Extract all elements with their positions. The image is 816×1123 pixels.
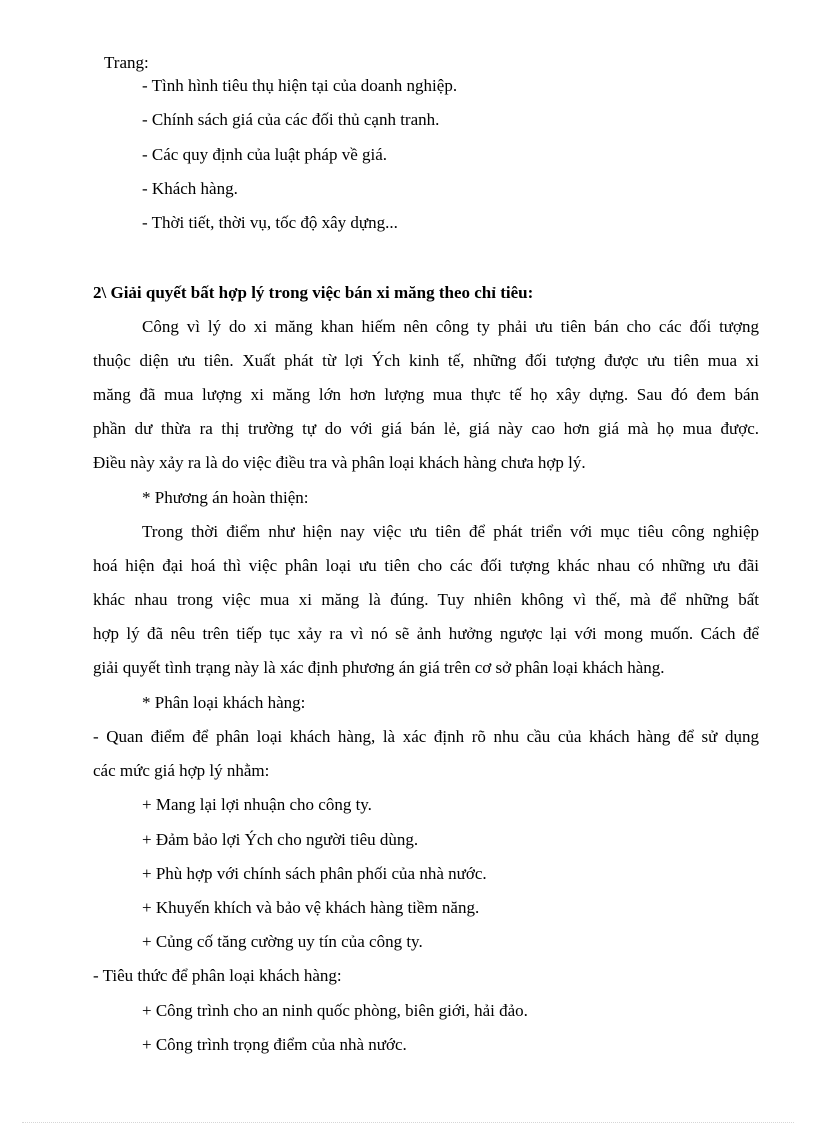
list-item: + Công trình trọng điểm của nhà nước. (142, 1035, 407, 1054)
paragraph-line: - Quan điểm để phân loại khách hàng, là xác định rõ nhu cầu của khách hàng để sử dụng (93, 727, 759, 746)
paragraph-line: măng đã mua lượng xi măng lớn hơn lượng mua thực tế họ xây dựng. Sau đó đem bán (93, 385, 759, 404)
list-item: + Mang lại lợi nhuận cho công ty. (142, 795, 372, 814)
list-item: - Chính sách giá của các đối thủ cạnh tranh. (142, 110, 440, 129)
list-item: + Phù hợp với chính sách phân phối của nhà nước. (142, 864, 487, 883)
paragraph-line: Trong thời điểm như hiện nay việc ưu tiên để phát triển với mục tiêu công nghiệp (142, 522, 759, 541)
paragraph-line: các mức giá hợp lý nhằm: (93, 761, 270, 780)
list-item: - Thời tiết, thời vụ, tốc độ xây dựng... (142, 213, 398, 232)
subheading: * Phương án hoàn thiện: (142, 488, 309, 507)
list-item: - Tình hình tiêu thụ hiện tại của doanh nghiệp. (142, 76, 458, 95)
paragraph-line: Công vì lý do xi măng khan hiếm nên công ty phải ưu tiên bán cho các đối tượng (142, 317, 759, 336)
list-item: - Các quy định của luật pháp về giá. (142, 145, 388, 164)
list-item: + Củng cố tăng cường uy tín của công ty. (142, 932, 423, 951)
paragraph-line: hoá hiện đại hoá thì việc phân loại ưu tiên cho các đối tượng khác nhau có những ưu đãi (93, 556, 759, 575)
paragraph-line: phần dư thừa ra thị trường tự do với giá bán lẻ, giá này cao hơn giá mà họ mua được. (93, 419, 759, 438)
list-item: + Công trình cho an ninh quốc phòng, biên giới, hải đảo. (142, 1001, 528, 1020)
paragraph-line: thuộc diện ưu tiên. Xuất phát từ lợi Ých kinh tế, những đối tượng được ưu tiên mua xi (93, 351, 759, 370)
list-item: - Khách hàng. (142, 179, 238, 198)
paragraph-line: khác nhau trong việc mua xi măng là đúng. Tuy nhiên không vì thế, mà để những bất (93, 590, 759, 609)
paragraph-line: Điều này xảy ra là do việc điều tra và phân loại khách hàng chưa hợp lý. (93, 453, 586, 472)
list-heading: - Tiêu thức để phân loại khách hàng: (93, 966, 342, 985)
list-item: + Đảm bảo lợi Ých cho người tiêu dùng. (142, 830, 419, 849)
list-item: + Khuyến khích và bảo vệ khách hàng tiềm năng. (142, 898, 480, 917)
text-line-trang: Trang: (104, 53, 149, 72)
subheading: * Phân loại khách hàng: (142, 693, 306, 712)
paragraph-line: hợp lý đã nêu trên tiếp tục xảy ra vì nó sẽ ảnh hưởng ngược lại với mong muốn. Cách để (93, 624, 759, 643)
section-heading: 2\ Giải quyết bất hợp lý trong việc bán xi măng theo chỉ tiêu: (93, 283, 534, 302)
paragraph-line: giải quyết tình trạng này là xác định phương án giá trên cơ sở phân loại khách hàng. (93, 658, 665, 677)
